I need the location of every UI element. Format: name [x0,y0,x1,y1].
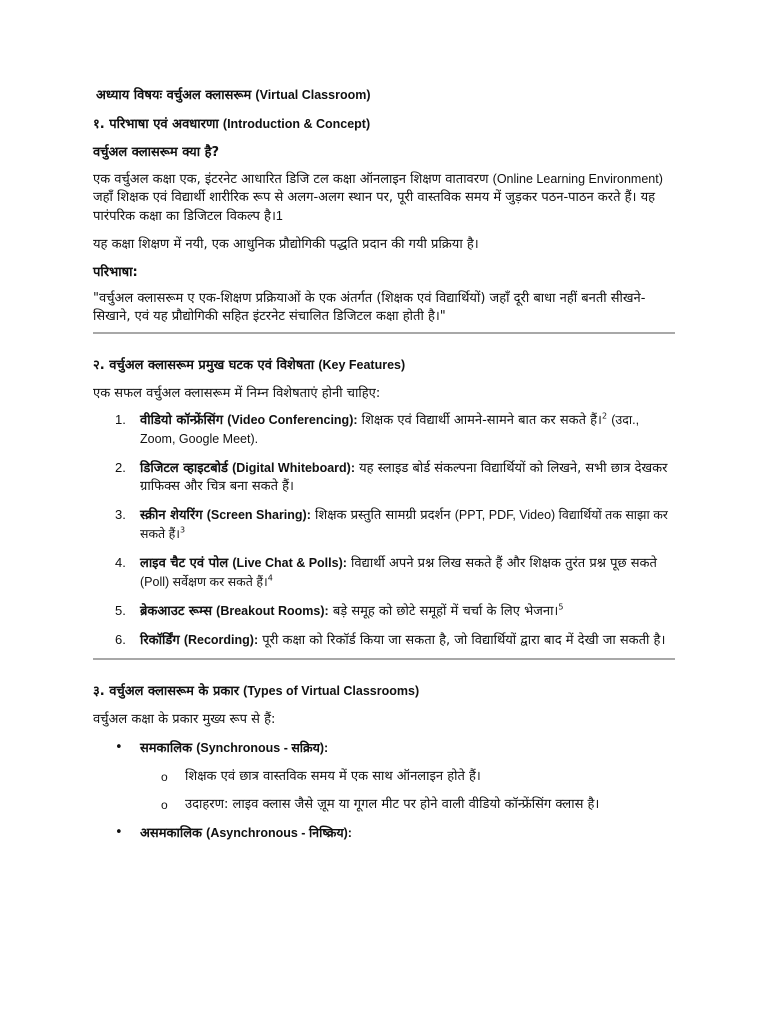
document-title [96,86,675,105]
feature-title-hindi: लाइव चैट एवं पोल [140,556,229,571]
feature-title-english: (Breakout Rooms): [216,604,329,618]
section-divider-1 [93,332,675,334]
para1-part-b: जहाँ शिक्षक एवं विद्यार्थी शारीरिक रूप से अलग-अलग स्थान पर, पूरी वास्तविक समय में जुड़कर पठन-पाठन करते हैं। यह पारंपरिक कक्षा का डिजिटल विकल्प है। [93,190,656,224]
feature-footnote: 2 [601,411,608,421]
feature-title-hindi: स्क्रीन शेयरिंग [140,508,203,523]
subitem-text: शिक्षक एवं छात्र वास्तविक समय में एक साथ ऑनलाइन होते हैं। [185,769,481,784]
feature-text-extra: (PPT, PDF, Video) विद्यार्थियों तक साझा कर सकते हैं। [140,508,668,541]
feature-item [93,631,675,650]
section1-paragraph2: यह कक्षा शिक्षण में नयी, एक आधुनिक प्रौद्योगिकी पद्धति प्रदान की गयी प्रक्रिया है। [93,237,479,252]
section1-question: वर्चुअल क्लासरूम क्या है? [93,145,220,160]
section1-heading-hindi: १. परिभाषा एवं अवधारणा [93,117,219,132]
feature-title-english: (Recording): [183,633,259,647]
feature-footnote: 4 [267,573,273,583]
section2-heading [93,356,675,375]
feature-text: पूरी कक्षा को रिकॉर्ड किया जा सकता है, जो विद्यार्थियों द्वारा बाद में देखी जा सकती है। [262,633,666,648]
bullet-icon: • [115,825,123,840]
feature-item [93,602,675,621]
section1-paragraph1 [93,170,675,226]
feature-number: 6. [115,632,126,647]
feature-title-hindi: डिजिटल व्हाइटबोर्ड [140,461,228,476]
feature-text: शिक्षक प्रस्तुति सामग्री प्रदर्शन [315,508,451,523]
bullet-icon: • [115,740,123,755]
feature-title-hindi: रिकॉर्डिंग [140,633,180,648]
section1-heading [93,115,675,134]
definition-text: "वर्चुअल क्लासरूम ए एक-शिक्षण प्रक्रियाओं के एक अंतर्गत (शिक्षक एवं विद्यार्थियों) जहाँ दूरी बाधा नहीं बनती सीखने-सिखाने, एवं यह प्रौद्योगिकी सहित इंटरनेट संचालित डिजिटल कक्षा होती है।" [93,291,646,324]
feature-number: 4. [115,555,126,570]
section2-intro: एक सफल वर्चुअल क्लासरूम में निम्न विशेषताएं होनी चाहिए: [93,386,381,401]
feature-footnote: 5 [558,602,564,612]
feature-item [93,506,675,544]
type-sublist [140,768,675,814]
feature-text: बड़े समूह को छोटे समूहों में चर्चा के लिए भेजना। [332,604,559,619]
type-title-hindi: असमकालिक [140,826,203,841]
type-subitem [93,796,675,814]
definition-label: परिभाषा: [93,265,138,280]
feature-title-english: (Screen Sharing): [206,508,311,522]
section3-heading-english: (Types of Virtual Classrooms) [243,684,420,698]
section3-intro: वर्चुअल कक्षा के प्रकार मुख्य रूप से हैं: [93,712,276,727]
circle-bullet-icon: o [161,798,168,812]
feature-item [93,411,675,449]
features-list [93,411,675,650]
feature-item [93,459,675,496]
feature-text: शिक्षक एवं विद्यार्थी आमने-सामने बात कर सकते हैं। [361,413,602,428]
para1-english: (Online Learning Environment) [492,172,663,186]
para1-part-a: एक वर्चुअल कक्षा एक, इंटरनेट आधारित डिजि टल कक्षा ऑनलाइन शिक्षण वातावरण [93,172,489,187]
subitem-text: उदाहरण: लाइव क्लास जैसे ज़ूम या गूगल मीट पर होने वाली वीडियो कॉन्फ्रेंसिंग क्लास है। [185,797,600,812]
feature-number: 5. [115,603,126,618]
section3-heading-hindi: ३. वर्चुअल क्लासरूम के प्रकार [93,684,240,699]
feature-title-english: (Live Chat & Polls): [232,556,347,570]
type-item [93,739,675,814]
feature-title-hindi: ब्रेकआउट रूम्स [140,604,213,619]
feature-footnote: 3 [180,525,186,535]
type-subitem [93,768,675,786]
feature-text-extra: (Poll) सर्वेक्षण कर सकते हैं। [140,575,268,589]
feature-title-english: (Digital Whiteboard): [232,461,355,475]
section3-heading [93,682,675,701]
feature-number: 3. [115,507,126,522]
types-list [93,739,675,843]
title-english: (Virtual Classroom) [255,88,371,102]
feature-item [93,554,675,592]
feature-number: 1. [115,412,126,427]
feature-text-extra: (उदा., Zoom, Google Meet). [140,413,640,446]
type-title-hindi: समकालिक [140,741,193,756]
document-page [93,86,675,843]
section1-heading-english: (Introduction & Concept) [222,117,371,131]
section-divider-2 [93,658,675,660]
feature-text: यह स्लाइड बोर्ड संकल्पना विद्यार्थियों को लिखने, सभी छात्र देखकर ग्राफिक्स और चित्र बना सकते हैं। [140,461,668,494]
section2-heading-hindi: २. वर्चुअल क्लासरूम प्रमुख घटक एवं विशेषता [93,358,315,373]
type-title-english: (Asynchronous - निष्क्रिय): [206,826,352,840]
section2-heading-english: (Key Features) [318,358,406,372]
circle-bullet-icon: o [161,770,168,784]
feature-title-english: (Video Conferencing): [227,413,358,427]
type-item [93,824,675,843]
para1-footnote: 1 [275,209,283,223]
feature-text: विद्यार्थी अपने प्रश्न लिख सकते हैं और शिक्षक तुरंत प्रश्न पूछ सकते [351,556,657,571]
type-title-english: (Synchronous - सक्रिय): [196,741,329,755]
feature-title-hindi: वीडियो कॉन्फ्रेंसिंग [140,413,224,428]
feature-number: 2. [115,460,126,475]
title-hindi: अध्याय विषयः वर्चुअल क्लासरूम [96,88,252,103]
